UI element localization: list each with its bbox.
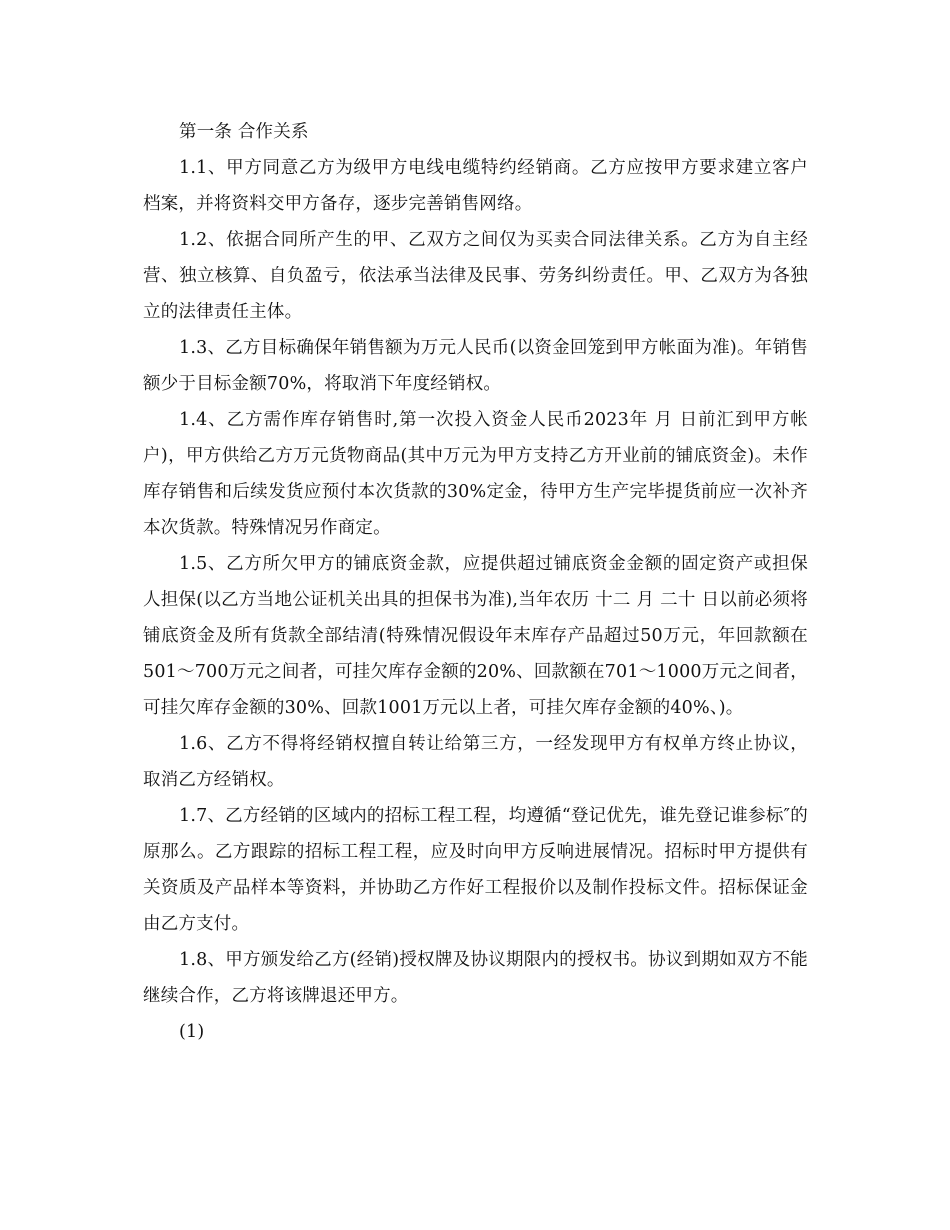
- clause-1-6: 1.6、乙方不得将经销权擅自转让给第三方，一经发现甲方有权单方终止协议，取消乙方经销权。: [143, 734, 808, 790]
- clause-1-2: 1.2、依据合同所产生的甲、乙双方之间仅为买卖合同法律关系。乙方为自主经营、独立核算、自负盈亏，依法承当法律及民事、劳务纠纷责任。甲、乙双方为各独立的法律责任主体。: [143, 230, 808, 322]
- clause-1-5: 1.5、乙方所欠甲方的铺底资金款，应提供超过铺底资金金额的固定资产或担保人担保(以乙方当地公证机关出具的担保书为准),当年农历 十二 月 二十 日以前必须将铺底资金及所有货款全部结清(特殊情况假设年末库存产品超过50万元，年回款额在501～700万元之间者，可挂欠库存金额的20%、回款额在701～1000万元之间者，可挂欠库存金额的30%、回款1001万元以上者，可挂欠库存金额的40%、)。: [143, 554, 808, 718]
- clause-1-7: 1.7、乙方经销的区域内的招标工程工程，均遵循“登记优先，谁先登记谁参标″的原那么。乙方跟踪的招标工程工程，应及时向甲方反响进展情况。招标时甲方提供有关资质及产品样本等资料，并协助乙方作好工程报价以及制作投标文件。招标保证金由乙方支付。: [143, 806, 808, 934]
- document-body: [143, 114, 808, 1050]
- clause-1-8: 1.8、甲方颁发给乙方(经销)授权牌及协议期限内的授权书。协议到期如双方不能继续合作，乙方将该牌退还甲方。: [143, 950, 808, 1006]
- section-heading: 第一条 合作关系: [179, 122, 309, 142]
- clause-1-1: 1.1、甲方同意乙方为级甲方电线电缆特约经销商。乙方应按甲方要求建立客户档案，并将资料交甲方备存，逐步完善销售网络。: [143, 158, 808, 214]
- clause-1-4: 1.4、乙方需作库存销售时,第一次投入资金人民币2023年 月 日前汇到甲方帐户)，甲方供给乙方万元货物商品(其中万元为甲方支持乙方开业前的铺底资金)。未作库存销售和后续发货应预付本次货款的30%定金，待甲方生产完毕提货前应一次补齐本次货款。特殊情况另作商定。: [143, 410, 808, 538]
- clause-1-3: 1.3、乙方目标确保年销售额为万元人民币(以资金回笼到甲方帐面为准)。年销售额少于目标金额70%，将取消下年度经销权。: [143, 338, 808, 394]
- sub-item-marker: (1): [179, 1022, 205, 1042]
